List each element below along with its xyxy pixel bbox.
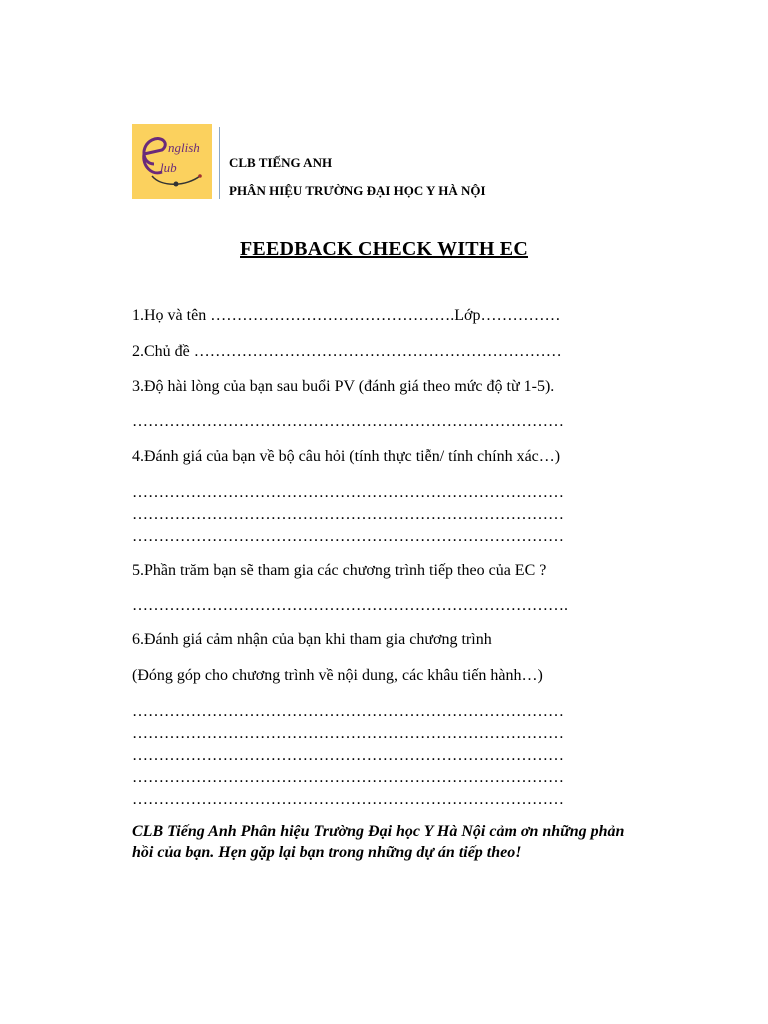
org-name-line-2: PHÂN HIỆU TRƯỜNG ĐẠI HỌC Y HÀ NỘI: [229, 183, 486, 198]
answer-line-4-3[interactable]: ………………………………………………………………………: [132, 528, 564, 545]
header-divider: [219, 127, 220, 199]
answer-line-4-2[interactable]: ………………………………………………………………………: [132, 506, 564, 523]
logo-text-english: nglish: [168, 140, 200, 155]
answer-line-3[interactable]: ………………………………………………………………………: [132, 413, 564, 430]
answer-line-5[interactable]: ……………………………………………………………………….: [132, 597, 568, 614]
english-club-logo: [132, 124, 212, 199]
org-name-line-1: CLB TIẾNG ANH: [229, 155, 333, 170]
answer-line-6-3[interactable]: ………………………………………………………………………: [132, 747, 564, 764]
question-2-topic[interactable]: 2.Chủ đề ……………………………………………………………: [132, 343, 562, 360]
english-club-logo-icon: [132, 124, 212, 199]
answer-line-6-1[interactable]: ………………………………………………………………………: [132, 703, 564, 720]
page-title: FEEDBACK CHECK WITH EC: [240, 238, 528, 260]
answer-line-6-5[interactable]: ………………………………………………………………………: [132, 791, 564, 808]
question-3-satisfaction: 3.Độ hài lòng của bạn sau buổi PV (đánh giá theo mức độ từ 1-5).: [132, 378, 555, 395]
question-5-participation: 5.Phần trăm bạn sẽ tham gia các chương trình tiếp theo của EC ?: [132, 562, 547, 579]
answer-line-6-2[interactable]: ………………………………………………………………………: [132, 725, 564, 742]
logo-text-club: lub: [160, 160, 177, 175]
question-6-impressions: 6.Đánh giá cảm nhận của bạn khi tham gia chương trình: [132, 631, 492, 648]
answer-line-6-4[interactable]: ………………………………………………………………………: [132, 769, 564, 786]
question-4-questions-evaluation: 4.Đánh giá của bạn về bộ câu hỏi (tính thực tiễn/ tính chính xác…): [132, 448, 561, 465]
question-6-subtext: (Đóng góp cho chương trình về nội dung, các khâu tiến hành…): [132, 667, 543, 684]
answer-line-4-1[interactable]: ………………………………………………………………………: [132, 484, 564, 501]
closing-message: CLB Tiếng Anh Phân hiệu Trường Đại học Y Hà Nội cảm ơn những phản hồi của bạn. Hẹn gặp lại bạn trong những dự án tiếp theo!: [132, 823, 625, 861]
question-1-name-class[interactable]: 1.Họ và tên ……………………………………….Lớp……………: [132, 307, 561, 324]
